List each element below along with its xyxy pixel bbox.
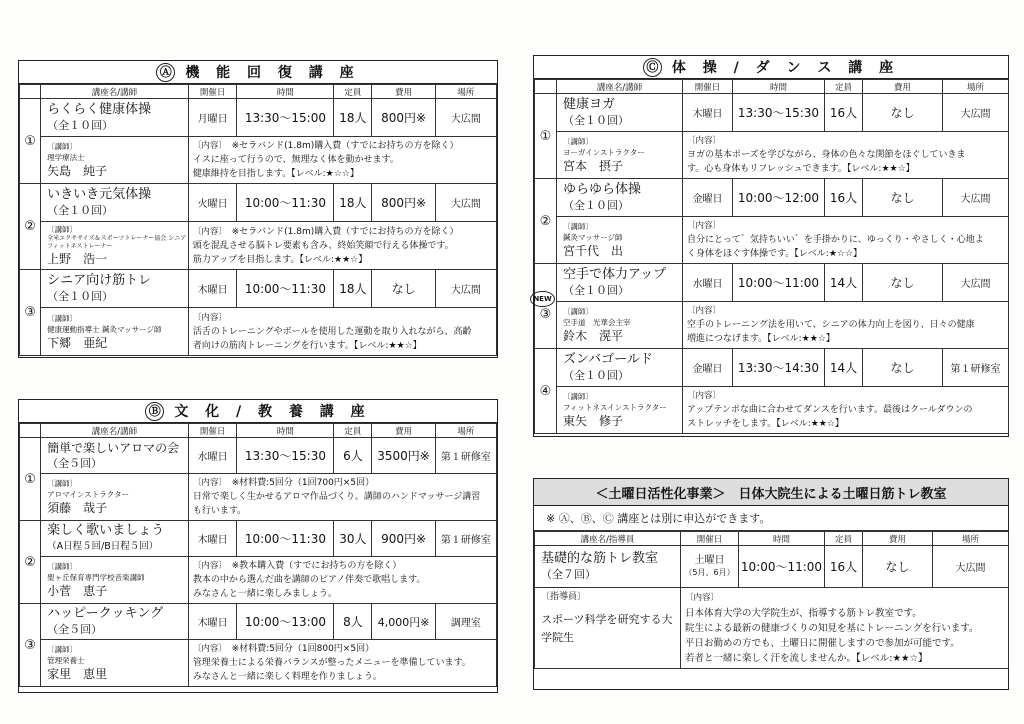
instructor: 〔講師〕 管理栄養士 家里 恵里 (41, 640, 189, 687)
col-day: 開催日 (188, 85, 237, 99)
course-capacity: 8人 (334, 604, 372, 640)
section-a-mark: Ⓐ (156, 63, 175, 82)
course-capacity: 14人 (825, 264, 863, 302)
course-number: ② (20, 184, 41, 270)
section-c-title: 体 操 / ダ ン ス 講 座 (671, 60, 900, 76)
course-content: 〔内容〕 アップテンポな曲に合わせてダンスを行います。最後はクールダウンの ストレッチをします。【レベル:★★☆】 (683, 387, 1009, 434)
section-c (533, 55, 1009, 437)
instructor: 〔講師〕 理学療法士 矢島 純子 (41, 137, 189, 184)
course-fee: 4,000円※ (372, 604, 435, 640)
table-row (535, 179, 1009, 217)
course-place: 大広間 (933, 546, 1009, 588)
section-a (18, 60, 498, 358)
section-b-table (19, 423, 497, 687)
course-capacity: 16人 (825, 179, 863, 217)
section-b-header (19, 400, 497, 423)
table-row-detail (535, 132, 1009, 179)
table-row-detail (20, 137, 497, 184)
col-time: 時間 (237, 85, 334, 99)
course-title: ハッピークッキング （全５回） (41, 604, 189, 640)
course-day: 金曜日 (683, 349, 733, 387)
course-capacity: 18人 (334, 270, 372, 308)
course-fee: 800円※ (372, 184, 435, 222)
course-day: 木曜日 (188, 521, 237, 557)
course-title: ズンバゴールド （全１０回） (557, 349, 683, 387)
instructor: 〔講師〕 空手道 光華会主宰 鈴木 滉平 (557, 302, 683, 349)
course-fee: なし (863, 94, 943, 132)
course-time: 13:30～14:30 (733, 349, 825, 387)
course-title: 簡単で楽しいアロマの会 （全５回） (41, 438, 189, 474)
course-number: ① (20, 99, 41, 184)
table-row-detail (20, 222, 497, 270)
table-row (20, 270, 497, 308)
course-fee: なし (863, 349, 943, 387)
course-place: 第１研修室 (435, 438, 496, 474)
course-day: 月曜日 (188, 99, 237, 137)
course-time: 13:30～15:00 (237, 99, 334, 137)
course-day: 土曜日 （5月、6月） (681, 546, 739, 588)
course-capacity: 18人 (334, 99, 372, 137)
course-title: 楽しく歌いましょう （A日程５回/B日程５回） (41, 521, 189, 557)
course-number: NEW ③ (535, 264, 557, 349)
course-time: 13:30～15:30 (733, 94, 825, 132)
course-time: 10:00～11:00 (739, 546, 825, 588)
course-number: ① (535, 94, 557, 179)
course-content: 〔内容〕 ※教本購入費（すでにお持ちの方を除く） 教本の中から選んだ曲を講師のピアノ伴奏で歌唱します。 みなさんと一緒に楽しみましょう。 (188, 557, 496, 604)
course-content: 〔内容〕 自分にとって゛気持ちいい゛を手掛かりに、ゆっくり・やさしく・心地よ く身体をほぐす体操です。【レベル:★☆☆】 (683, 217, 1009, 264)
saturday-note: ※ Ⓐ、Ⓑ、Ⓒ 講座とは別に申込ができます。 (534, 506, 1008, 531)
course-fee: 800円※ (372, 99, 435, 137)
course-place: 大広間 (435, 99, 496, 137)
table-row (535, 546, 1009, 588)
section-b-mark: Ⓑ (145, 402, 164, 421)
course-time: 10:00～11:30 (237, 270, 334, 308)
col-fee: 費用 (372, 85, 435, 99)
course-time: 10:00～13:00 (237, 604, 334, 640)
course-place: 大広間 (435, 184, 496, 222)
course-day: 木曜日 (188, 604, 237, 640)
table-row-detail (535, 302, 1009, 349)
course-capacity: 6人 (334, 438, 372, 474)
course-content: 〔内容〕 ※セラバンド(1.8m)購入費（すでにお持ちの方を除く） イスに座って行うので、無理なく体を動かせます。 健康維持を目指します。【レベル:★☆☆】 (188, 137, 496, 184)
course-place: 大広間 (435, 270, 496, 308)
saturday-table (534, 531, 1009, 669)
course-day: 金曜日 (683, 179, 733, 217)
table-row (20, 99, 497, 137)
table-row (20, 604, 497, 640)
instructor: 〔講師〕 全米エクササイズ＆スポーツトレーナー協会 シニアフィットネストレーナー 上野 浩一 (41, 222, 189, 270)
course-capacity: 14人 (825, 349, 863, 387)
course-content: 〔内容〕 日本体育大学の大学院生が、指導する筋トレ教室です。 院生による最新の健康づくりの知見を基にトレーニングを行います。 平日お勤めの方でも、土曜日に開催しますので参加が可能です。 若者と一緒に楽しく汗を流しませんか。【レベル:★★☆】 (681, 588, 1009, 669)
section-a-table (19, 84, 497, 356)
section-a-header (19, 61, 497, 84)
course-time: 10:00～11:30 (237, 184, 334, 222)
course-number: ④ (535, 349, 557, 434)
course-place: 第１研修室 (435, 521, 496, 557)
table-row (535, 264, 1009, 302)
course-number: ② (20, 521, 41, 604)
course-title: いきいき元気体操 （全１０回） (41, 184, 189, 222)
course-title: 健康ヨガ （全１０回） (557, 94, 683, 132)
course-number: ③ (20, 604, 41, 687)
saturday-title: ＜土曜日活性化事業＞ 日体大院生による土曜日筋トレ教室 (534, 479, 1008, 506)
course-title: ゆらゆら体操 （全１０回） (557, 179, 683, 217)
table-row-detail (20, 474, 497, 521)
instructor: 〔講師〕 アロマインストラクター 須藤 哉子 (41, 474, 189, 521)
column-header-row: 講座名/指導員 開催日 時間 定員 費用 場所 (535, 532, 1009, 546)
instructor: 〔講師〕 健康運動指導士 鍼灸マッサージ師 下郷 亜紀 (41, 308, 189, 356)
table-row (20, 438, 497, 474)
table-row (535, 94, 1009, 132)
instructor: 〔講師〕 鍼灸マッサージ師 宮千代 出 (557, 217, 683, 264)
course-day: 火曜日 (188, 184, 237, 222)
section-a-title: 機 能 回 復 講 座 (185, 65, 360, 81)
course-number: ② (535, 179, 557, 264)
course-capacity: 30人 (334, 521, 372, 557)
course-place: 第１研修室 (943, 349, 1009, 387)
saturday-section (533, 478, 1009, 690)
course-content: 〔内容〕 ※セラバンド(1.8m)購入費（すでにお持ちの方を除く） 頭を混乱させる脳トレ要素も含み、終始笑顔で行える体操です。 筋力アップを目指します。【レベル:★★☆】 (188, 222, 496, 270)
course-fee: なし (863, 179, 943, 217)
course-fee: なし (863, 264, 943, 302)
column-header-row: 講座名/講師 開催日 時間 定員 費用 場所 (20, 424, 497, 438)
new-badge: NEW (530, 291, 554, 307)
column-header-row (20, 85, 497, 99)
course-day: 木曜日 (188, 270, 237, 308)
course-fee: 900円※ (372, 521, 435, 557)
course-content: 〔内容〕 活舌のトレーニングやボールを使用した運動を取り入れながら、高齢 者向けの筋肉トレーニングを行います。【レベル:★★☆】 (188, 308, 496, 356)
course-fee: なし (372, 270, 435, 308)
section-c-header (534, 56, 1008, 79)
column-header-row: 講座名/講師 開催日 時間 定員 費用 場所 (535, 80, 1009, 94)
course-content: 〔内容〕 ※材料費:5回分（1回800円×5回） 管理栄養士による栄養バランスが整ったメニューを準備しています。 みなさんと一緒に楽しく料理を作りましょう。 (188, 640, 496, 687)
section-b (18, 399, 498, 693)
course-place: 大広間 (943, 94, 1009, 132)
table-row (535, 349, 1009, 387)
instructor: 〔講師〕 聖ヶ丘保育専門学校音楽講師 小菅 恵子 (41, 557, 189, 604)
course-title: シニア向け筋トレ （全１０回） (41, 270, 189, 308)
course-time: 10:00～12:00 (733, 179, 825, 217)
instructor: 〔講師〕 フィットネスインストラクター 東矢 修子 (557, 387, 683, 434)
col-cap: 定員 (334, 85, 372, 99)
col-place: 場所 (435, 85, 496, 99)
course-time: 13:30～15:30 (237, 438, 334, 474)
course-place: 大広間 (943, 264, 1009, 302)
table-row-detail (535, 217, 1009, 264)
course-place: 大広間 (943, 179, 1009, 217)
leader: 〔指導員〕 スポーツ科学を研究する大学院生 (535, 588, 681, 669)
course-capacity: 18人 (334, 184, 372, 222)
course-capacity: 16人 (825, 546, 863, 588)
course-number: ③ (20, 270, 41, 356)
table-row-detail (20, 640, 497, 687)
course-title: 空手で体力アップ （全１０回） (557, 264, 683, 302)
course-fee: 3500円※ (372, 438, 435, 474)
col-name: 講座名/講師 (41, 85, 189, 99)
course-title: らくらく健康体操 （全１０回） (41, 99, 189, 137)
course-fee: なし (863, 546, 933, 588)
section-c-table (534, 79, 1009, 434)
instructor: 〔講師〕 ヨーガインストラクター 宮本 摂子 (557, 132, 683, 179)
course-day: 水曜日 (683, 264, 733, 302)
section-c-mark: Ⓒ (643, 58, 662, 77)
table-row-detail (20, 557, 497, 604)
course-time: 10:00～11:00 (733, 264, 825, 302)
table-row-detail (535, 588, 1009, 669)
course-content: 〔内容〕 空手のトレーニング法を用いて、シニアの体力向上を図り、日々の健康 増進につなげます。【レベル:★★☆】 (683, 302, 1009, 349)
course-title: 基礎的な筋トレ教室 （全７回） (535, 546, 681, 588)
course-number: ① (20, 438, 41, 521)
course-content: 〔内容〕 ※材料費:5回分（1回700円×5回） 日常で楽しく生かせるアロマ作品づくり。講師のハンドマッサージ講習 も行います。 (188, 474, 496, 521)
course-time: 10:00～11:30 (237, 521, 334, 557)
course-content: 〔内容〕 ヨガの基本ポーズを学びながら、身体の色々な関節をほぐしていきま す。心も身体もリフレッシュできます。【レベル:★★☆】 (683, 132, 1009, 179)
course-capacity: 16人 (825, 94, 863, 132)
course-day: 水曜日 (188, 438, 237, 474)
course-day: 木曜日 (683, 94, 733, 132)
section-b-title: 文 化 / 教 養 講 座 (174, 404, 371, 420)
table-row-detail (20, 308, 497, 356)
table-row (20, 521, 497, 557)
course-place: 調理室 (435, 604, 496, 640)
table-row-detail (535, 387, 1009, 434)
table-row (20, 184, 497, 222)
